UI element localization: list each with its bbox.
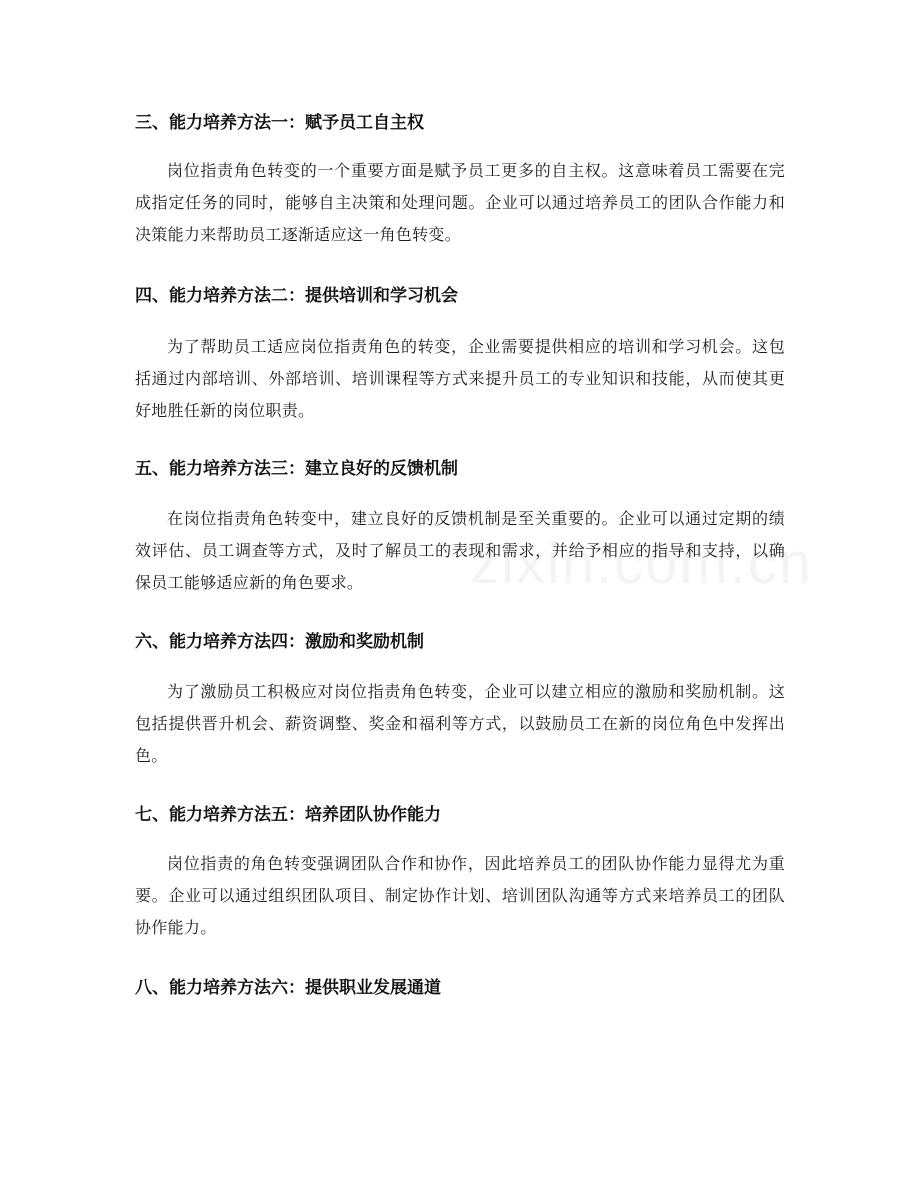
section-paragraph: 为了激励员工积极应对岗位指责角色转变，企业可以建立相应的激励和奖励机制。这包括提供晋升机会、薪资调整、奖金和福利等方式，以鼓励员工在新的岗位角色中发挥出色。 bbox=[135, 682, 785, 765]
section-heading: 五、能力培养方法三：建立良好的反馈机制 bbox=[135, 459, 458, 479]
section-paragraph: 岗位指责的角色转变强调团队合作和协作，因此培养员工的团队协作能力显得尤为重要。企业可以通过组织团队项目、制定协作计划、培训团队沟通等方式来培养员工的团队协作能力。 bbox=[135, 854, 785, 937]
section-heading: 七、能力培养方法五：培养团队协作能力 bbox=[135, 805, 441, 825]
section-heading: 三、能力培养方法一：赋予员工自主权 bbox=[135, 113, 424, 133]
section-heading: 八、能力培养方法六：提供职业发展通道 bbox=[135, 978, 441, 998]
section-heading: 四、能力培养方法二：提供培训和学习机会 bbox=[135, 286, 458, 306]
section-paragraph: 为了帮助员工适应岗位指责角色的转变，企业需要提供相应的培训和学习机会。这包括通过内部培训、外部培训、培训课程等方式来提升员工的专业知识和技能，从而使其更好地胜任新的岗位职责。 bbox=[135, 337, 785, 420]
section-paragraph: 在岗位指责角色转变中，建立良好的反馈机制是至关重要的。企业可以通过定期的绩效评估、员工调查等方式，及时了解员工的表现和需求，并给予相应的指导和支持，以确保员工能够适应新的角色要求。 bbox=[135, 509, 785, 592]
section-heading: 六、能力培养方法四：激励和奖励机制 bbox=[135, 632, 424, 652]
section-paragraph: 岗位指责角色转变的一个重要方面是赋予员工更多的自主权。这意味着员工需要在完成指定任务的同时，能够自主决策和处理问题。企业可以通过培养员工的团队合作能力和决策能力来帮助员工逐渐适应这一角色转变。 bbox=[135, 161, 785, 244]
